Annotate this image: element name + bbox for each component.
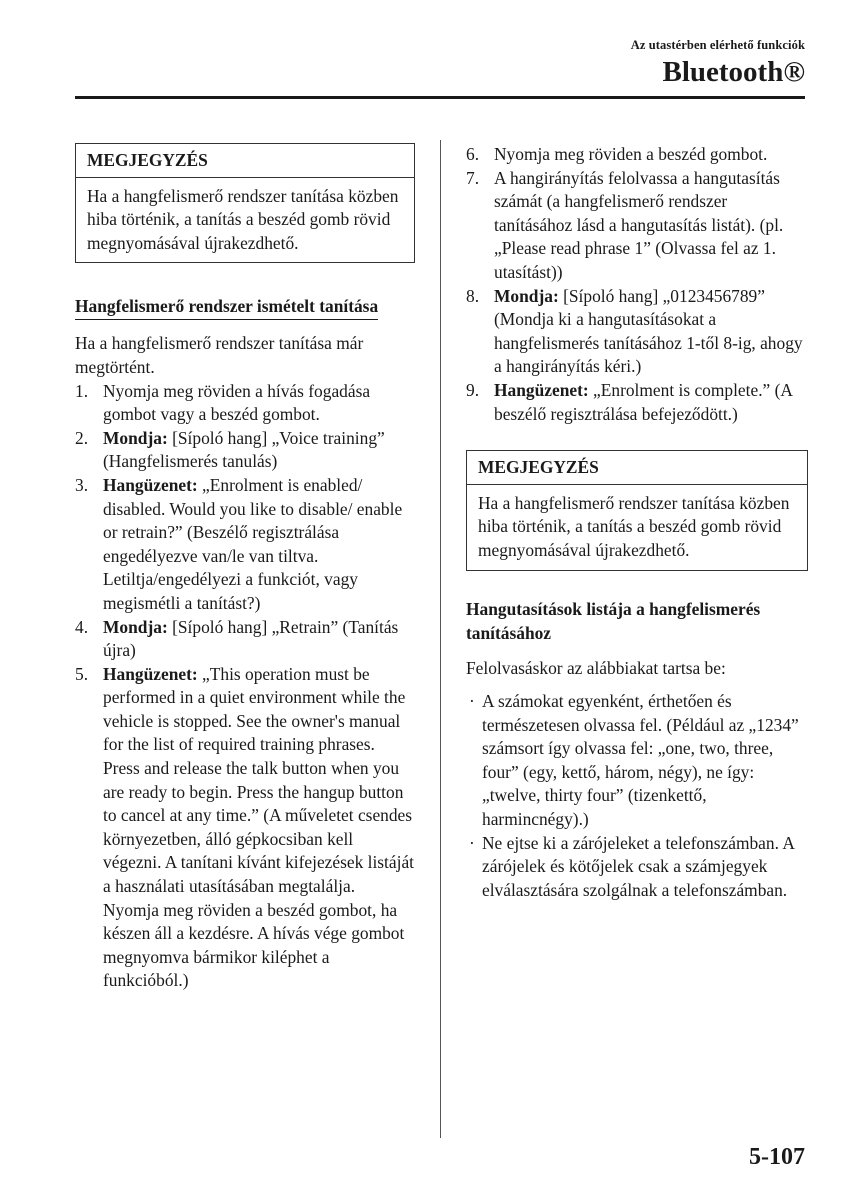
step-number: 8.	[466, 285, 480, 306]
bullet-text: Ne ejtse ki a zárójeleket a telefonszámban. A zárójelek és kötőjelek csak a számjegyek elválasztására szolgálnak a telefonszámban.	[482, 832, 794, 900]
step-text: „Enrolment is enabled/ disabled. Would you like to disable/ enable or retrain?” (Beszélő regisztrálása engedélyezve van/le van tiltva. Letiltja/engedélyezi a funkciót, vagy megismétli a tanítást?)	[103, 474, 403, 613]
step-number: 7.	[466, 167, 480, 188]
list-item	[466, 285, 808, 379]
note-title: MEGJEGYZÉS	[467, 451, 807, 485]
list-item	[75, 427, 415, 474]
list-item	[75, 616, 415, 663]
page-title: Bluetooth®	[662, 56, 805, 88]
bullet-list	[466, 690, 808, 902]
list-item	[466, 379, 808, 426]
list-item	[466, 167, 808, 285]
intro-text: Ha a hangfelismerő rendszer tanítása már megtörtént.	[75, 333, 364, 377]
steps-list-right	[466, 143, 808, 426]
section-heading-text: Hangfelismerő rendszer ismételt tanítása	[75, 294, 378, 320]
step-text: Nyomja meg röviden a beszéd gombot.	[494, 144, 768, 164]
step-number: 4.	[75, 616, 89, 637]
list-item	[466, 143, 808, 167]
note-title: MEGJEGYZÉS	[76, 144, 414, 178]
step-number: 5.	[75, 663, 89, 684]
step-number: 6.	[466, 144, 480, 164]
step-text: Nyomja meg röviden a hívás fogadása gombot vagy a beszéd gombot.	[103, 380, 371, 425]
list-item	[466, 690, 808, 832]
step-number: 9.	[466, 379, 480, 400]
note-box-left	[75, 143, 415, 263]
steps-list-left	[75, 380, 415, 993]
header-section-title: Az utastérben elérhető funkciók	[630, 38, 805, 52]
bullet-icon: ·	[469, 691, 475, 712]
step-text: „Enrolment is complete.” (A beszélő regisztrálása befejeződött.)	[494, 379, 792, 424]
bullet-text: A számokat egyenként, érthetően és természetesen olvassa fel. (Például az „1234” számsort így olvassa fel: „one, two, three, four” (egy, kettő, három, négy), ne így: „twelve, thirty four” (tizenkettő, harmincnégy).)	[482, 691, 799, 830]
bullet-icon: ·	[469, 832, 475, 853]
step-label: Mondja:	[494, 285, 559, 306]
step-label: Hangüzenet:	[494, 379, 589, 400]
left-column	[75, 143, 415, 993]
step-number: 3.	[75, 474, 89, 495]
list-item	[466, 832, 808, 903]
step-text: [Sípoló hang] „0123456789” (Mondja ki a hangutasításokat a hangfelismerés tanításához 1-től 8-ig, ahogy a hangirányítás kéri.)	[494, 285, 803, 377]
step-number: 1.	[75, 380, 89, 401]
section-heading-phrase-list: Hangutasítások listája a hangfelismerés tanításához	[466, 598, 761, 643]
step-text: „This operation must be performed in a quiet environment while the vehicle is stopped. See the owner's manual for the list of required training phrases. Press and release the talk button when you are ready to begin. Press the hangup button to cancel at any time.” (A műveletet csendes környezetben, álló gépkocsiban kell végezni. A tanítani kívánt kifejezések listáját a használati utasításában megtalálja. Nyomja meg röviden a beszéd gombot, ha készen áll a kezdésre. A hívás vége gombot megnyomva bármikor kiléphet a funkcióból.)	[103, 663, 414, 991]
column-divider	[440, 140, 441, 1138]
note-box-right	[466, 450, 808, 570]
step-label: Hangüzenet:	[103, 663, 198, 684]
step-text: [Sípoló hang] „Retrain” (Tanítás újra)	[103, 616, 399, 661]
step-label: Mondja:	[103, 427, 168, 448]
step-text: [Sípoló hang] „Voice training” (Hangfelismerés tanulás)	[103, 427, 385, 472]
right-column	[466, 143, 808, 902]
note-body: Ha a hangfelismerő rendszer tanítása közben hiba történik, a tanítás a beszéd gomb rövid megnyomásával újrakezdhető.	[87, 185, 399, 253]
header-divider	[75, 96, 805, 99]
list-item	[75, 380, 415, 427]
list-item	[75, 663, 415, 993]
list-item	[75, 474, 415, 616]
step-text: A hangirányítás felolvassa a hangutasítás számát (a hangfelismerő rendszer tanításához lásd a hangutasítás listát). (pl. „Please read phrase 1” (Olvassa fel az 1. utasítást))	[494, 167, 784, 282]
page-number: 5-107	[749, 1144, 805, 1170]
note-body: Ha a hangfelismerő rendszer tanítása közben hiba történik, a tanítás a beszéd gomb rövid megnyomásával újrakezdhető.	[478, 492, 790, 560]
step-number: 2.	[75, 427, 89, 448]
section-heading-retrain	[75, 294, 415, 320]
intro-text: Felolvasáskor az alábbiakat tartsa be:	[466, 657, 726, 678]
step-label: Hangüzenet:	[103, 474, 198, 495]
step-label: Mondja:	[103, 616, 168, 637]
